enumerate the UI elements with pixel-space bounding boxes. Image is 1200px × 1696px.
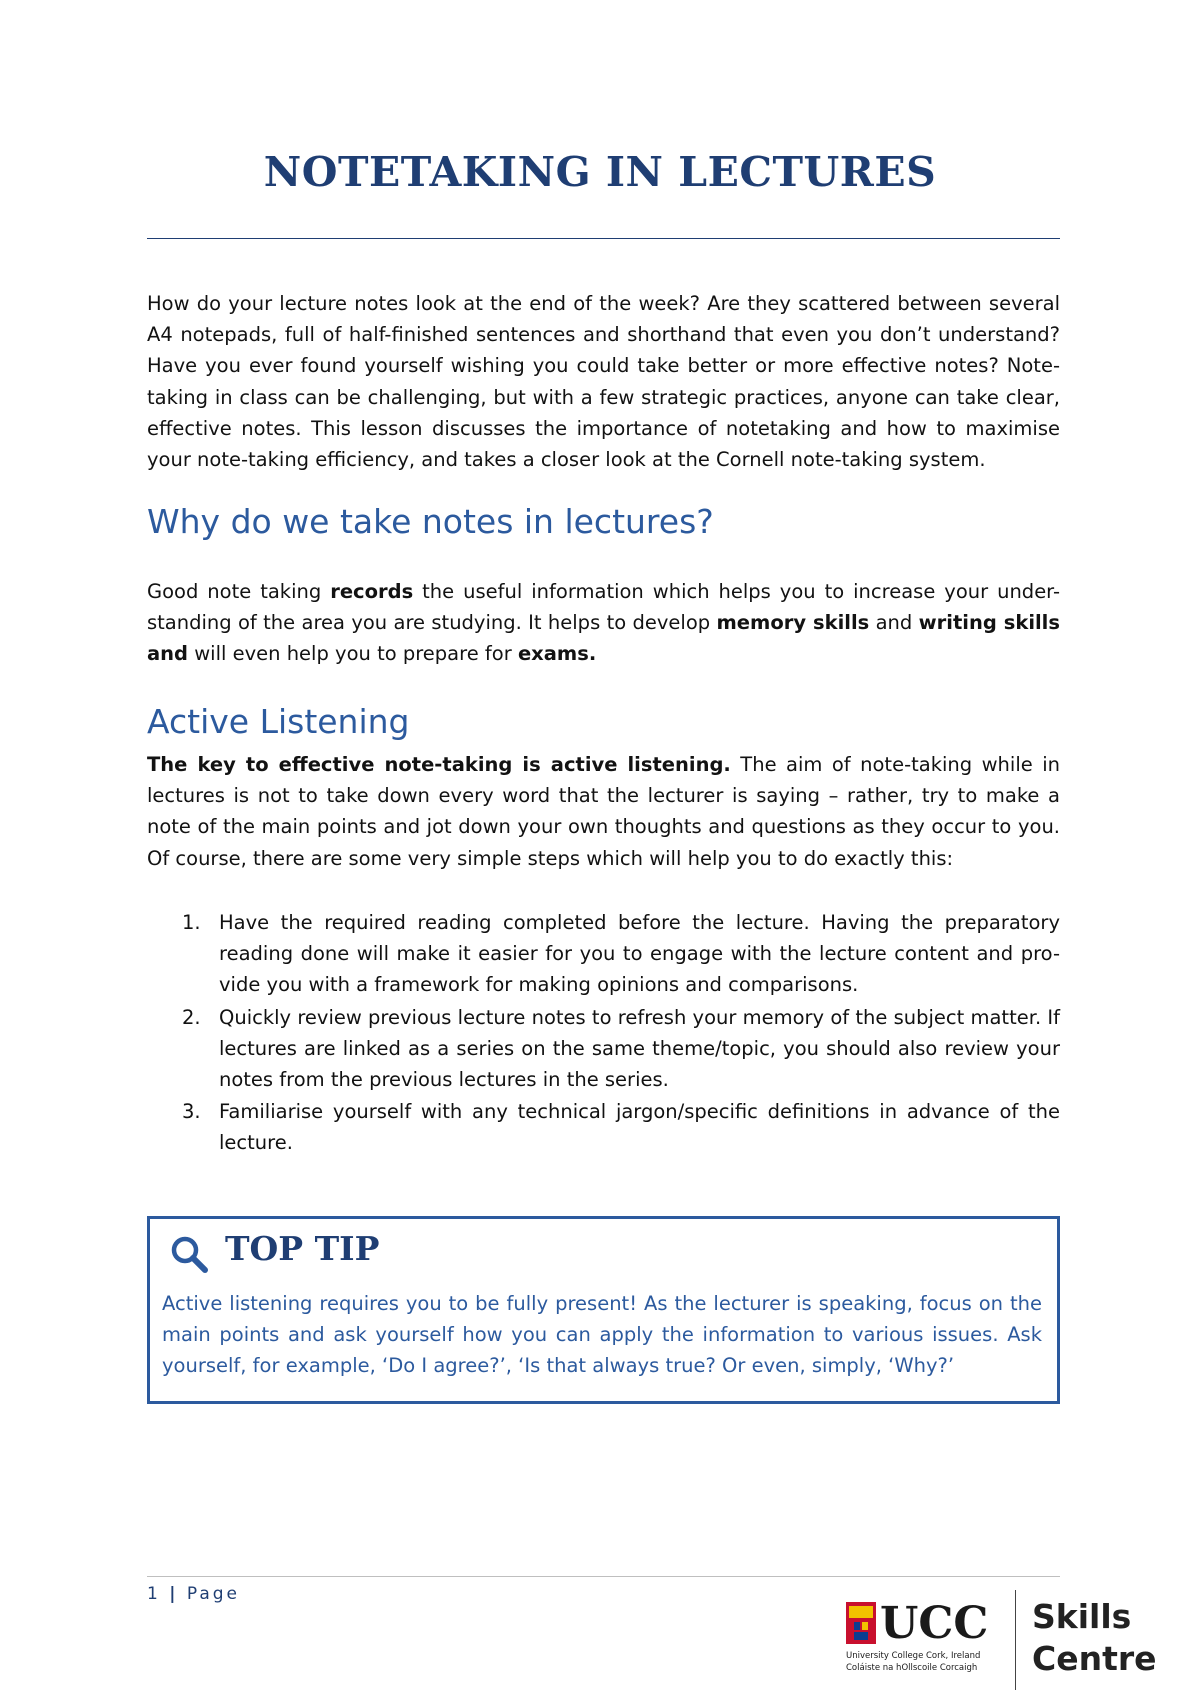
document-title: NOTETAKING IN LECTURES (263, 148, 937, 196)
title-divider (147, 238, 1060, 239)
list-item (147, 907, 1060, 1001)
skills-centre-brand: Skills Centre (1032, 1597, 1157, 1678)
ucc-tagline-irish: Coláiste na hOllscoile Corcaigh (846, 1663, 978, 1673)
active-listening-lead: The key to effective note-taking is active listening. (147, 753, 731, 776)
list-item-number: 3. (182, 1100, 201, 1124)
footer-divider (147, 1576, 1060, 1577)
list-item-text: Quickly review previous lecture notes to refresh your memory of the subject matter. If lectures are linked as a series on the same theme/topic, you should also review your notes from the previous lectures in the series. (219, 1005, 1060, 1092)
ucc-logo (846, 1598, 996, 1678)
intro-paragraph: How do your lecture notes look at the end of the week? Are they scattered between several A4 notepads, full of half-finished sentences and shorthand that even you don’t understand? Have you ever found yourself wishing you could take better or more effective notes? Note-taking in class can be challenging, but with a few strategic practices, anyone can take clear, effective notes. This lesson discusses the importance of notetaking and how to maximise your note-taking efficiency, and takes a closer look at the Cornell note-taking system. (147, 292, 1060, 472)
ucc-tagline-english: University College Cork, Ireland (846, 1651, 981, 1661)
emphasis-writing-skills: writing skills and (147, 611, 1060, 666)
emphasis-records: records (330, 580, 414, 603)
magnifier-icon (168, 1233, 210, 1275)
ucc-wordmark: UCC (880, 1598, 989, 1649)
top-tip-box (147, 1216, 1060, 1404)
active-listening-paragraph: The key to effective note-taking is active listening. The aim of note-taking while in lectures is not to take down every word that the lecturer is saying – rather, try to make a note of the main points and jot down your own thoughts and questions as they occur to you. Of course, there are some very simple steps which will help you to do exactly this: (147, 753, 1060, 870)
list-item (147, 1002, 1060, 1096)
emphasis-exams: exams. (517, 642, 597, 666)
list-item-number: 1. (182, 911, 201, 934)
list-item (147, 1096, 1060, 1158)
top-tip-text: Active listening requires you to be fully present! As the lecturer is speaking, focus on the main points and ask yourself how you can apply the information to various issues. Ask yourself, for example, ‘Do I agree?’, ‘Is that always true? Or even, simply, ‘Why?’ (162, 1292, 1042, 1378)
top-tip-title: TOP TIP (225, 1229, 380, 1268)
section-heading-why: Why do we take notes in lectures? (147, 502, 714, 541)
logo-divider (1015, 1590, 1016, 1690)
page-number: 1 | Page (147, 1584, 241, 1604)
list-item-number: 2. (182, 1005, 201, 1029)
emphasis-memory-skills: memory skills (716, 611, 870, 635)
section-heading-active-listening: Active Listening (147, 702, 410, 741)
steps-list (147, 907, 1060, 1160)
why-paragraph: Good note taking records the useful information which helps you to increase your under-standing of the area you are studying. It helps to develop memory skills and writing skills and will even help you to prepare for exams. (147, 580, 1060, 666)
list-item-text: Have the required reading completed before the lecture. Having the preparatory reading done will make it easier for you to engage with the lecture content and pro-vide you with a framework for making opinions and comparisons. (219, 911, 1060, 997)
list-item-text: Familiarise yourself with any technical jargon/specific definitions in advance of the lecture. (219, 1100, 1060, 1155)
